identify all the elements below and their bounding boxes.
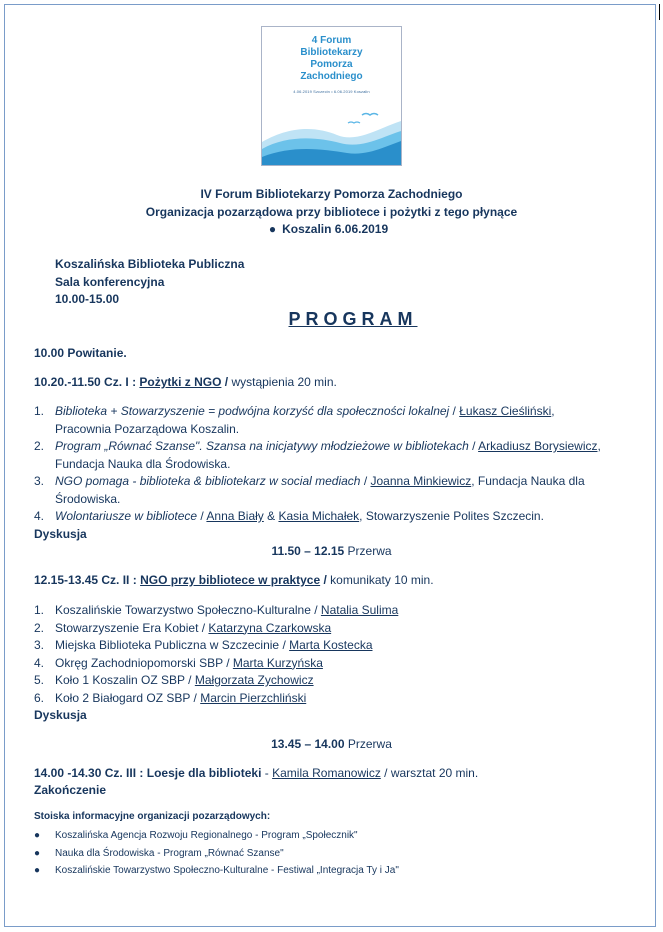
part3-format: / warsztat 20 min. (380, 766, 479, 780)
venue-name: Koszalińska Biblioteka Publiczna (55, 257, 245, 271)
document-title: IV Forum Bibliotekarzy Pomorza Zachodniego (200, 187, 463, 201)
text-cursor (659, 4, 660, 20)
list-item (34, 438, 654, 473)
logo-title (262, 35, 401, 83)
separator: / (197, 509, 207, 523)
separator: / (468, 439, 479, 453)
logo-dates: 4.06.2019 Szczecin • 6.06.2019 Koszalin (293, 89, 370, 94)
org-name: Okręg Zachodniopomorski SBP (55, 655, 223, 670)
speaker-name[interactable]: Marta Kostecka (289, 638, 373, 652)
stand-name: Koszalińska Agencja Rozwoju Regionalnego - Program „Społecznik" (55, 830, 358, 841)
org-name: Koło 2 Białogard OZ SBP (55, 690, 191, 705)
speaker-name[interactable]: Arkadiusz Borysiewicz (478, 439, 598, 453)
bullet-icon: ● (34, 830, 41, 841)
part1-slash: / (224, 375, 229, 389)
speaker-name[interactable]: Małgorzata Zychowicz (194, 673, 314, 687)
item-number: 3. (34, 638, 45, 652)
part1-time: 10.20.-11.50 Cz. I : (34, 375, 137, 389)
break1-line (0, 543, 663, 561)
logo-line: Bibliotekarzy (300, 47, 363, 58)
org-name: Koszalińskie Towarzystwo Społeczno-Kulturalne (55, 603, 311, 617)
welcome-line: 10.00 Powitanie. (34, 346, 127, 360)
item-number: 2. (34, 439, 45, 453)
speaker-name[interactable]: Marcin Pierzchliński (200, 690, 307, 705)
venue-block (55, 256, 244, 309)
stands-title: Stoiska informacyjne organizacji pozarządowych: (34, 811, 271, 822)
separator: / (198, 620, 209, 635)
program-title: PROGRAM (288, 309, 418, 329)
part3-heading (34, 765, 478, 783)
item-number: 6. (34, 690, 45, 705)
speaker-name[interactable]: Kasia Michałek (278, 509, 360, 523)
discussion-label: Dyskusja (34, 708, 87, 722)
closing-line: Zakończenie (34, 783, 107, 797)
list-item (34, 845, 399, 863)
speaker-org: Pracownia Pozarządowa Koszalin. (55, 421, 240, 436)
place-date: Koszalin 6.06.2019 (282, 222, 389, 236)
part2-list (34, 602, 654, 725)
list-item (34, 862, 399, 880)
venue-hours: 10.00-15.00 (55, 292, 120, 306)
list-item (34, 602, 654, 620)
item-number: 4. (34, 509, 45, 523)
place-date-line (0, 221, 663, 239)
list-item (34, 637, 654, 655)
part2-format: komunikaty 10 min. (330, 573, 434, 587)
separator: / (449, 404, 460, 418)
talk-title: Biblioteka + Stowarzyszenie = podwójna korzyść dla społeczności lokalnej (55, 404, 450, 418)
part2-time: 12.15-13.45 Cz. II : (34, 573, 137, 587)
logo-line: 4 Forum (311, 35, 352, 46)
speaker-name[interactable]: Joanna Minkiewicz (370, 474, 472, 488)
discussion-label: Dyskusja (34, 526, 87, 541)
separator: / (190, 690, 201, 705)
speaker-name[interactable]: Anna Biały (206, 509, 264, 523)
ampersand: & (263, 509, 279, 523)
list-item (34, 508, 654, 526)
talk-title: NGO pomaga - biblioteka & bibliotekarz w social mediach (55, 474, 361, 488)
list-item (34, 620, 654, 638)
stand-name: Nauka dla Środowiska - Program „Równać Szanse" (55, 847, 284, 859)
logo-line: Pomorza (310, 59, 353, 70)
item-number: 3. (34, 474, 45, 488)
wave-icon (262, 97, 401, 166)
part2-heading (34, 572, 434, 590)
document-header (0, 186, 663, 239)
part2-slash: / (323, 573, 327, 587)
item-number: 1. (34, 603, 45, 617)
separator: / (310, 603, 321, 617)
part1-list (34, 403, 654, 543)
speaker-name[interactable]: Łukasz Cieśliński (459, 404, 552, 418)
talk-title: Program „Równać Szanse". Szansa na inicjatywy młodzieżowe w bibliotekach (55, 439, 469, 453)
break-time: 11.50 – 12.15 (271, 544, 345, 558)
stands-list (34, 827, 399, 880)
list-item (34, 690, 654, 708)
speaker-name[interactable]: Marta Kurzyńska (232, 655, 323, 670)
speaker-org: Środowiska. (55, 491, 121, 506)
item-rest: , (551, 404, 555, 418)
list-item (34, 672, 654, 690)
item-number: 1. (34, 404, 45, 418)
break-label: Przerwa (347, 544, 392, 558)
item-number: 5. (34, 673, 45, 687)
break2-line (0, 736, 663, 754)
item-number: 4. (34, 655, 45, 670)
speaker-name[interactable]: Kamila Romanowicz (272, 766, 381, 780)
list-item (34, 403, 654, 438)
part1-format: wystąpienia 20 min. (231, 375, 337, 389)
part1-topic: Pożytki z NGO (139, 375, 222, 389)
break-label: Przerwa (347, 737, 392, 751)
item-number: 2. (34, 620, 45, 635)
break-time: 13.45 – 14.00 (271, 737, 345, 751)
org-name: Stowarzyszenie Era Kobiet (55, 620, 199, 635)
document-subtitle: Organizacja pozarządowa przy bibliotece i pożytki z tego płynące (145, 204, 518, 219)
bullet-icon: ● (34, 847, 41, 859)
item-rest: , Fundacja Nauka dla (471, 474, 585, 488)
stand-name: Koszalińskie Towarzystwo Społeczno-Kulturalne - Festiwal „Integracja Ty i Ja" (55, 865, 399, 876)
part1-heading (34, 374, 337, 392)
talk-title: Wolontariusze w bibliotece (55, 509, 198, 523)
separator: / (279, 638, 290, 652)
part3-topic: Loesje dla biblioteki (146, 766, 262, 780)
item-rest: , (597, 439, 601, 453)
speaker-name[interactable]: Katarzyna Czarkowska (208, 620, 332, 635)
speaker-name[interactable]: Natalia Sulima (320, 603, 399, 617)
forum-logo (261, 26, 402, 166)
separator: / (222, 655, 233, 670)
venue-room: Sala konferencyjna (55, 274, 165, 289)
bullet-icon: ● (268, 222, 277, 236)
separator: / (360, 474, 371, 488)
item-rest: , Stowarzyszenie Polites Szczecin. (359, 509, 544, 523)
list-item (34, 827, 399, 845)
part2-topic: NGO przy bibliotece w praktyce (140, 573, 321, 587)
logo-line: Zachodniego (300, 71, 363, 82)
list-item (34, 473, 654, 508)
org-name: Koło 1 Koszalin OZ SBP (55, 673, 185, 687)
list-item (34, 655, 654, 673)
dash: - (261, 766, 273, 780)
speaker-org: Fundacja Nauka dla Środowiska. (55, 456, 231, 471)
bullet-icon: ● (34, 865, 41, 876)
separator: / (184, 673, 195, 687)
part3-time: 14.00 -14.30 Cz. III : (34, 766, 144, 780)
org-name: Miejska Biblioteka Publiczna w Szczecinie (55, 638, 280, 652)
